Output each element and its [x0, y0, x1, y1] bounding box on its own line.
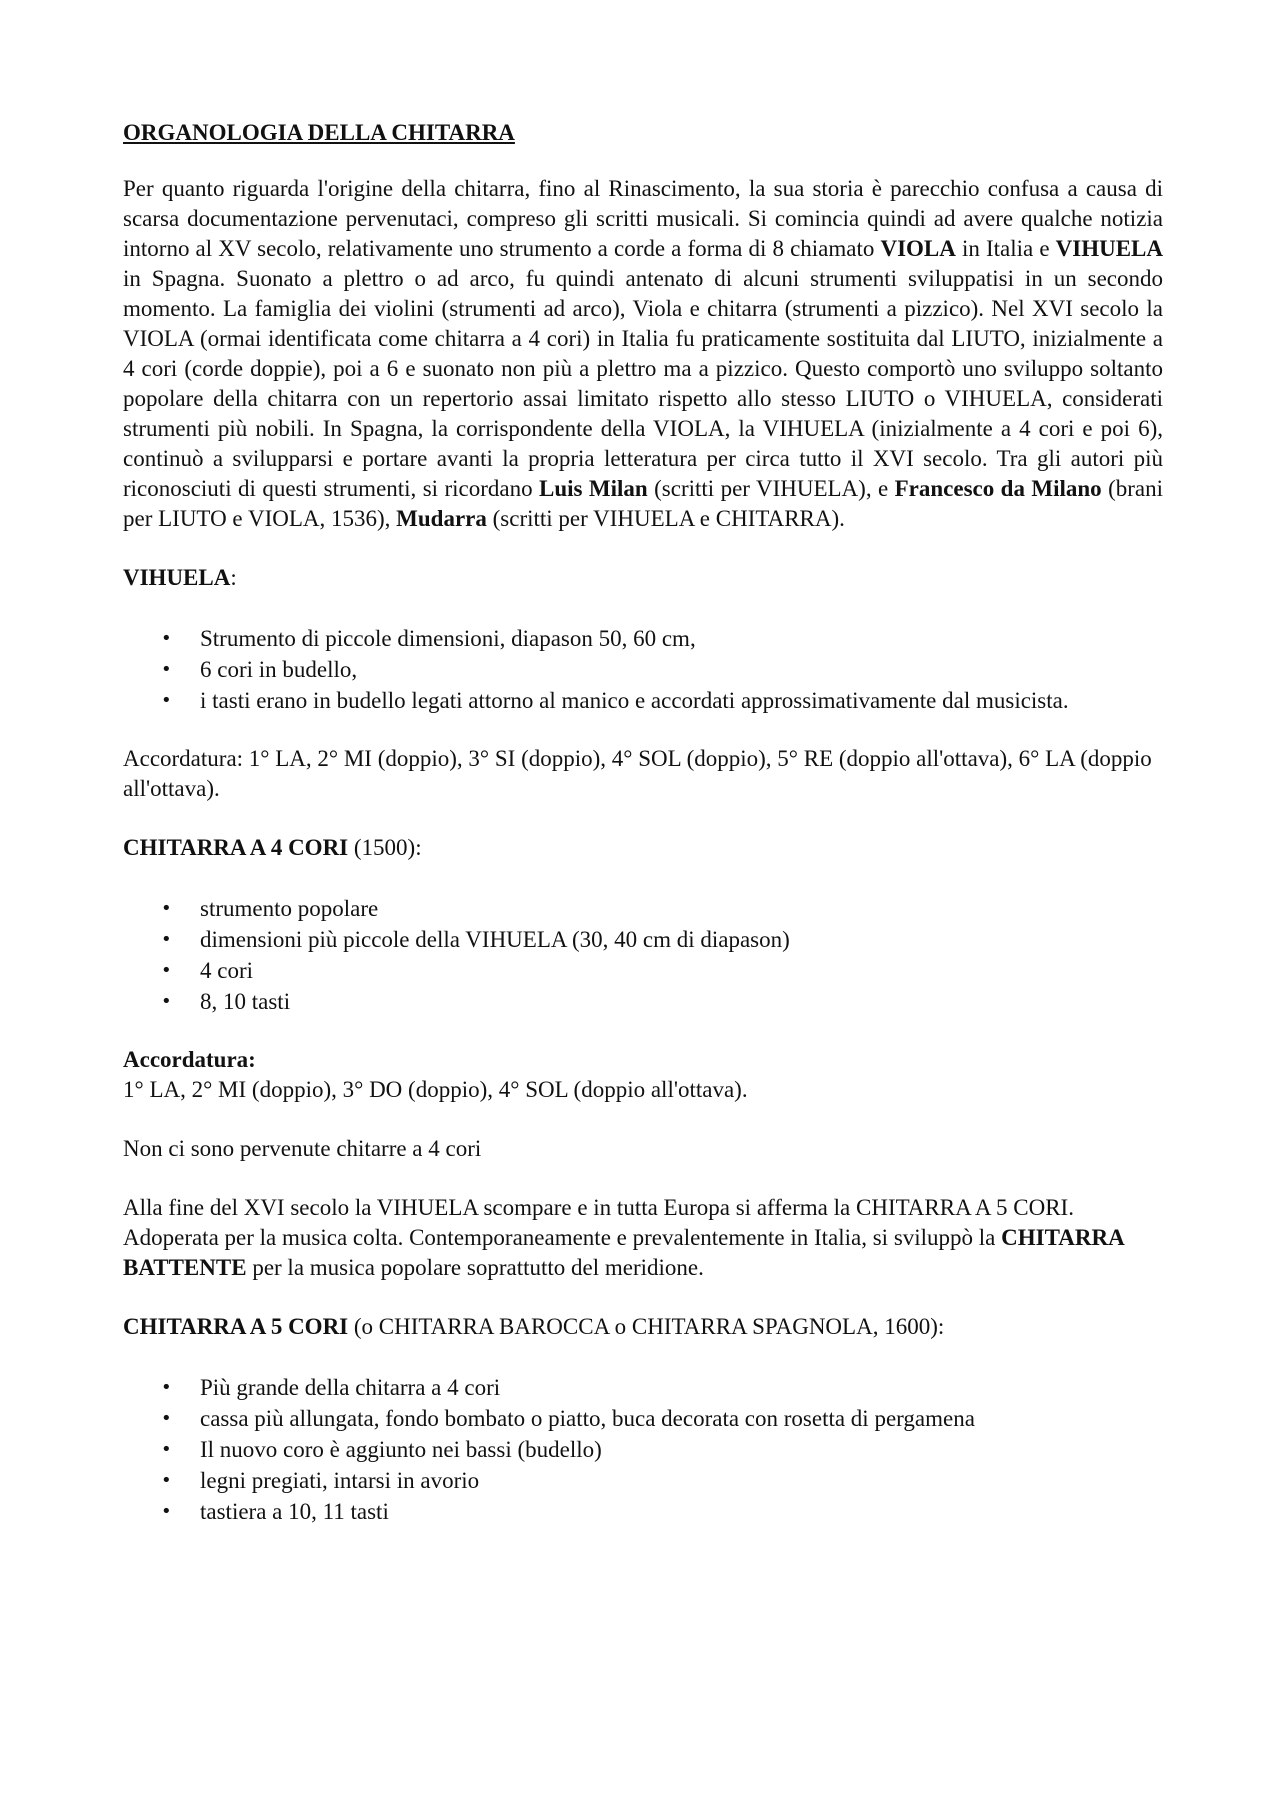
intro-bold-vihuela: VIHUELA — [1055, 236, 1163, 261]
document-page — [123, 118, 1163, 1555]
list-item-text: 8, 10 tasti — [200, 989, 291, 1014]
intro-text-3: in Spagna. Suonato a plettro o ad arco, fu quindi antenato di alcuni strumenti sviluppatisi in un secondo momento. La famiglia dei violini (strumenti ad arco), Viola e chitarra (strumenti a pizzico). Nel XVI secolo la VIOLA (ormai identificata come chitarra a 4 cori) in Italia fu praticamente sostituita dal LIUTO, inizialmente a 4 cori (corde doppie), poi a 6 e suonato non più a plettro ma a pizzico. Questo comportò uno sviluppo soltanto popolare della chitarra con un repertorio assai limitato rispetto allo stesso LIUTO o VIHUELA, considerati strumenti più nobili. In Spagna, la corrispondente della VIOLA, la VIHUELA (inizialmente a 4 cori e poi 6), continuò a svilupparsi e portare avanti la propria letteratura per circa tutto il XVI secolo. Tra gli autori più riconosciuti di questi strumenti, si ricordano — [123, 266, 1163, 501]
chitarra4-list — [123, 893, 1163, 1017]
list-item-text: Più grande della chitarra a 4 cori — [200, 1375, 501, 1400]
bullet-icon: • — [161, 1439, 172, 1460]
list-item-text: Strumento di piccole dimensioni, diapason 50, 60 cm, — [200, 626, 696, 651]
list-item — [123, 893, 1163, 924]
bullet-icon: • — [161, 628, 172, 649]
vihuela-heading-label: VIHUELA — [123, 565, 231, 590]
list-item-text: dimensioni più piccole della VIHUELA (30, 40 cm di diapason) — [200, 927, 790, 952]
list-item — [123, 986, 1163, 1017]
list-item-text: 4 cori — [200, 958, 254, 983]
bullet-icon: • — [161, 991, 172, 1012]
bullet-icon: • — [161, 898, 172, 919]
list-item-text: Il nuovo coro è aggiunto nei bassi (budello) — [200, 1437, 602, 1462]
transition-bold-chitarra-battente: CHITARRA BATTENTE — [123, 1225, 1124, 1280]
chitarra5-heading — [123, 1312, 1163, 1342]
bullet-icon: • — [161, 1408, 172, 1429]
list-item-text: i tasti erano in budello legati attorno al manico e accordati approssimativamente dal musicista. — [200, 688, 1069, 713]
bullet-icon: • — [161, 1470, 172, 1491]
intro-paragraph — [123, 174, 1163, 534]
list-item-text: cassa più allungata, fondo bombato o piatto, buca decorata con rosetta di pergamena — [200, 1406, 975, 1431]
chitarra4-tuning-label: Accordatura: — [123, 1047, 256, 1072]
list-item — [123, 1465, 1163, 1496]
list-item — [123, 955, 1163, 986]
chitarra5-heading-label: CHITARRA A 5 CORI — [123, 1314, 349, 1339]
bullet-icon: • — [161, 659, 172, 680]
chitarra4-heading-label: CHITARRA A 4 CORI — [123, 835, 349, 860]
list-item-text: 6 cori in budello, — [200, 657, 358, 682]
intro-text-5: (brani per LIUTO e VIOLA, 1536), — [123, 476, 1164, 531]
list-item — [123, 924, 1163, 955]
list-item — [123, 1403, 1163, 1434]
list-item — [123, 1496, 1163, 1527]
vihuela-list — [123, 623, 1163, 716]
intro-bold-mudarra: Mudarra — [396, 506, 487, 531]
list-item — [123, 1372, 1163, 1403]
document-title: ORGANOLOGIA DELLA CHITARRA — [123, 120, 515, 145]
bullet-icon: • — [161, 690, 172, 711]
chitarra5-list — [123, 1372, 1163, 1527]
vihuela-heading-suffix: : — [230, 565, 237, 590]
intro-bold-viola: VIOLA — [880, 236, 956, 261]
bullet-icon: • — [161, 929, 172, 950]
chitarra4-tuning-block — [123, 1045, 1163, 1105]
chitarra4-tuning-text: 1° LA, 2° MI (doppio), 3° DO (doppio), 4° SOL (doppio all'ottava). — [123, 1077, 748, 1102]
list-item — [123, 685, 1163, 716]
list-item-text: tastiera a 10, 11 tasti — [200, 1499, 389, 1524]
transition-text-1: Alla fine del XVI secolo la VIHUELA scompare e in tutta Europa si afferma la CHITARRA A 5 CORI. Adoperata per la musica colta. Contemporaneamente e prevalentemente in Italia, si sviluppò la — [123, 1195, 1074, 1250]
intro-text-2: in Italia e — [955, 236, 1056, 261]
list-item — [123, 623, 1163, 654]
chitarra5-heading-suffix: (o CHITARRA BAROCCA o CHITARRA SPAGNOLA, 1600): — [348, 1314, 945, 1339]
transition-text-2: per la musica popolare soprattutto del meridione. — [246, 1255, 704, 1280]
vihuela-tuning: Accordatura: 1° LA, 2° MI (doppio), 3° SI (doppio), 4° SOL (doppio), 5° RE (doppio all'ottava), 6° LA (doppio all'ottava). — [123, 746, 1152, 801]
intro-text-4: (scritti per VIHUELA), e — [647, 476, 895, 501]
bullet-icon: • — [161, 1377, 172, 1398]
bullet-icon: • — [161, 1501, 172, 1522]
list-item-text: strumento popolare — [200, 896, 379, 921]
list-item-text: legni pregiati, intarsi in avorio — [200, 1468, 480, 1493]
vihuela-heading — [123, 563, 1163, 593]
intro-text-6: (scritti per VIHUELA e CHITARRA). — [486, 506, 845, 531]
intro-text-1: Per quanto riguarda l'origine della chitarra, fino al Rinascimento, la sua storia è parecchio confusa a causa di scarsa documentazione pervenutaci, compreso gli scritti musicali. Si comincia quindi ad avere qualche notizia intorno al XV secolo, relativamente uno strumento a corde a forma di 8 chiamato — [123, 176, 1163, 261]
chitarra4-note: Non ci sono pervenute chitarre a 4 cori — [123, 1136, 482, 1161]
intro-bold-francesco-da-milano: Francesco da Milano — [894, 476, 1102, 501]
transition-paragraph — [123, 1193, 1163, 1283]
list-item — [123, 654, 1163, 685]
bullet-icon: • — [161, 960, 172, 981]
chitarra4-heading — [123, 833, 1163, 863]
chitarra4-heading-suffix: (1500): — [348, 835, 422, 860]
intro-bold-luis-milan: Luis Milan — [539, 476, 648, 501]
list-item — [123, 1434, 1163, 1465]
